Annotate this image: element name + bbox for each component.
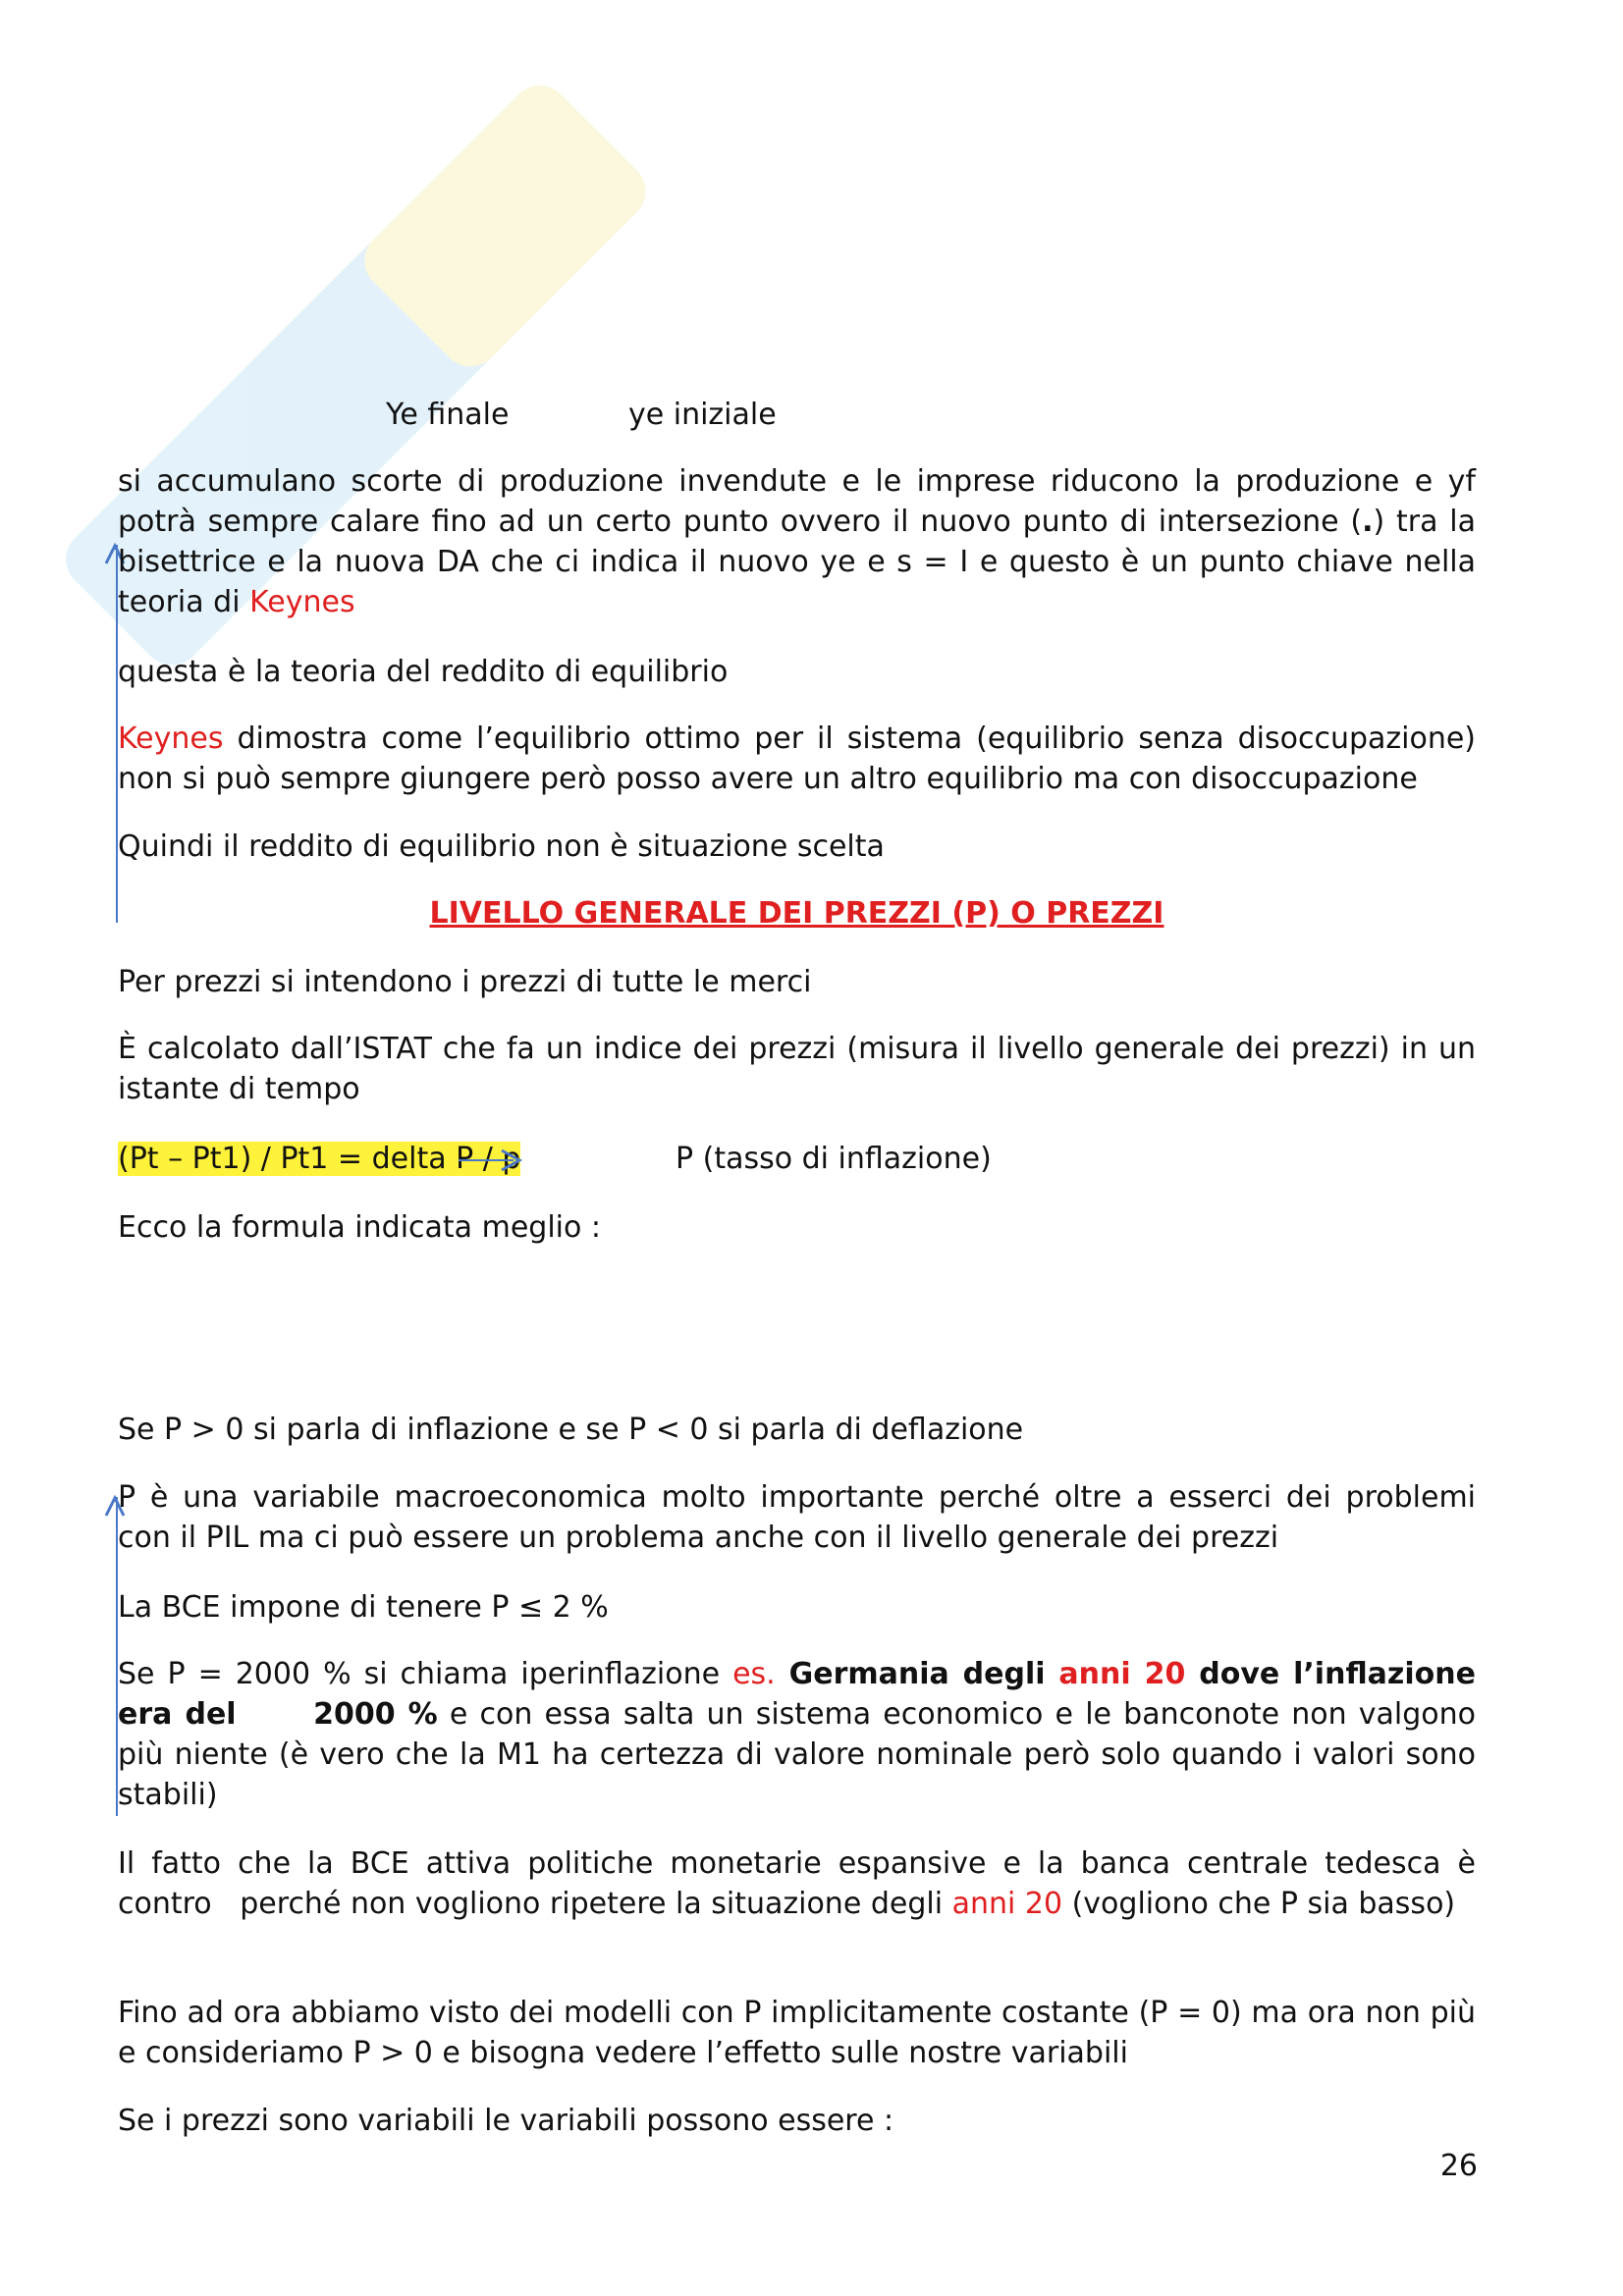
paragraph-3: Keynes dimostra come l’equilibrio ottimo per il sistema (equilibrio senza disoccupazione) non si può sempre giungere però posso avere un altro equilibrio ma con disoccupazione <box>118 721 1476 796</box>
page-number: 26 <box>1439 2149 1478 2183</box>
formula-highlighted: (Pt – Pt1) / Pt1 = delta P / p <box>118 1142 521 1176</box>
keynes-name: Keynes <box>249 585 355 619</box>
paragraph-12: Il fatto che la BCE attiva politiche monetarie espansive e la banca centrale tedesca è contro perché non vogliono ripetere la situazione degli anni 20 (vogliono che P sia basso) <box>118 1846 1486 1921</box>
paragraph-10: La BCE impone di tenere P ≤ 2 % <box>118 1590 609 1625</box>
ye-iniziale-label: ye iniziale <box>628 398 777 432</box>
skuola-watermark-logo <box>20 39 727 746</box>
paragraph-4: Quindi il reddito di equilibrio non è situazione scelta <box>118 829 885 864</box>
formula-result: P (tasso di inflazione) <box>676 1142 992 1176</box>
paragraph-11: Se P = 2000 % si chiama iperinflazione es. Germania degli anni 20 dove l’inflazione era del 2000 % e con essa salta un sistema economico e le banconote non valgono più niente (è vero che la M1 ha certezza di valore nominale però solo quando i valori sono stabili) <box>118 1657 1487 1812</box>
paragraph-6: È calcolato dall’ISTAT che fa un indice dei prezzi (misura il livello generale dei prezzi) in un istante di tempo <box>118 1032 1476 1106</box>
paragraph-13: Fino ad ora abbiamo visto dei modelli con P implicitamente costante (P = 0) ma ora non più e consideriamo P > 0 e bisogna vedere l’effetto sulle nostre variabili <box>118 1996 1476 2070</box>
section-heading: LIVELLO GENERALE DEI PREZZI (P) O PREZZI <box>429 896 1164 931</box>
paragraph-14: Se i prezzi sono variabili le variabili possono essere : <box>118 2104 894 2138</box>
paragraph-8: Se P > 0 si parla di inflazione e se P < 0 si parla di deflazione <box>118 1413 1024 1447</box>
formula-line <box>118 1139 1476 1179</box>
paragraph-2: questa è la teoria del reddito di equilibrio <box>118 655 729 689</box>
paragraph-9: P è una variabile macroeconomica molto importante perché oltre a esserci dei problemi con il PIL ma ci può essere un problema anche con il livello generale dei prezzi <box>118 1480 1476 1555</box>
arrow-right-icon <box>457 1145 525 1176</box>
paragraph-7: Ecco la formula indicata meglio : <box>118 1210 601 1245</box>
keynes-name: Keynes <box>118 721 224 756</box>
ye-finale-label: Ye finale <box>386 398 510 432</box>
paragraph-5: Per prezzi si intendono i prezzi di tutte le merci <box>118 965 812 999</box>
paragraph-1: si accumulano scorte di produzione invendute e le imprese riducono la produzione e yf potrà sempre calare fino ad un certo punto ovvero il nuovo punto di intersezione (.) tra la bisettrice e la nuova DA che ci indica il nuovo ye e s = I e questo è un punto chiave nella teoria di Keynes <box>118 464 1476 619</box>
